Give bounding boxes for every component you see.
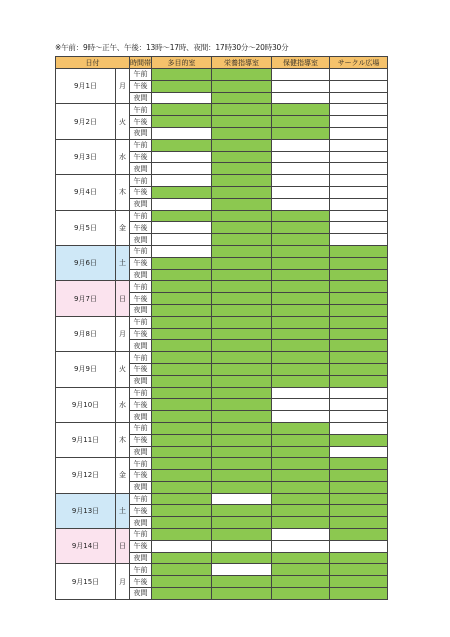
- unavailable-cell: [330, 540, 388, 552]
- available-cell: [212, 422, 272, 434]
- available-cell: [212, 104, 272, 116]
- time-slot-cell: 午後: [130, 328, 152, 340]
- available-cell: [212, 127, 272, 139]
- time-slot-cell: 午後: [130, 434, 152, 446]
- date-cell: 9月4日: [56, 175, 116, 210]
- available-cell: [212, 411, 272, 423]
- time-slot-cell: 午前: [130, 210, 152, 222]
- weekday-cell: 火: [116, 352, 130, 387]
- available-cell: [212, 470, 272, 482]
- unavailable-cell: [152, 151, 212, 163]
- time-slot-note: ※午前：9時～正午、午後：13時～17時、夜間：17時30分～20時30分: [55, 43, 289, 52]
- unavailable-cell: [152, 198, 212, 210]
- available-cell: [152, 352, 212, 364]
- available-cell: [212, 257, 272, 269]
- time-slot-cell: 午後: [130, 363, 152, 375]
- time-slot-cell: 午後: [130, 540, 152, 552]
- available-cell: [212, 186, 272, 198]
- weekday-cell: 金: [116, 210, 130, 245]
- available-cell: [152, 505, 212, 517]
- unavailable-cell: [152, 540, 212, 552]
- available-cell: [272, 304, 330, 316]
- unavailable-cell: [330, 399, 388, 411]
- available-cell: [152, 375, 212, 387]
- available-cell: [152, 399, 212, 411]
- time-slot-cell: 午前: [130, 493, 152, 505]
- date-cell: 9月6日: [56, 245, 116, 280]
- available-cell: [212, 163, 272, 175]
- date-cell: 9月11日: [56, 422, 116, 457]
- unavailable-cell: [272, 80, 330, 92]
- time-slot-cell: 夜間: [130, 411, 152, 423]
- unavailable-cell: [272, 411, 330, 423]
- available-cell: [272, 505, 330, 517]
- unavailable-cell: [330, 222, 388, 234]
- unavailable-cell: [272, 198, 330, 210]
- available-cell: [152, 104, 212, 116]
- unavailable-cell: [212, 564, 272, 576]
- available-cell: [272, 352, 330, 364]
- time-slot-cell: 午前: [130, 564, 152, 576]
- unavailable-cell: [330, 151, 388, 163]
- unavailable-cell: [152, 92, 212, 104]
- unavailable-cell: [272, 387, 330, 399]
- available-cell: [152, 411, 212, 423]
- time-slot-cell: 夜間: [130, 163, 152, 175]
- table-row: [56, 352, 388, 364]
- available-cell: [212, 434, 272, 446]
- time-slot-cell: 午前: [130, 529, 152, 541]
- date-cell: 9月8日: [56, 316, 116, 351]
- date-cell: 9月12日: [56, 458, 116, 493]
- unavailable-cell: [152, 163, 212, 175]
- time-slot-cell: 夜間: [130, 269, 152, 281]
- time-slot-cell: 午前: [130, 104, 152, 116]
- unavailable-cell: [152, 222, 212, 234]
- table-row: [56, 493, 388, 505]
- time-slot-cell: 午後: [130, 151, 152, 163]
- unavailable-cell: [330, 422, 388, 434]
- available-cell: [212, 151, 272, 163]
- available-cell: [330, 340, 388, 352]
- available-cell: [212, 116, 272, 128]
- available-cell: [272, 588, 330, 600]
- unavailable-cell: [272, 163, 330, 175]
- time-slot-cell: 午前: [130, 352, 152, 364]
- available-cell: [212, 576, 272, 588]
- available-cell: [152, 446, 212, 458]
- available-cell: [212, 352, 272, 364]
- available-cell: [152, 517, 212, 529]
- available-cell: [330, 564, 388, 576]
- time-slot-cell: 夜間: [130, 375, 152, 387]
- table-row: [56, 281, 388, 293]
- available-cell: [152, 529, 212, 541]
- table-body: [56, 69, 388, 600]
- weekday-cell: 日: [116, 281, 130, 316]
- date-cell: 9月13日: [56, 493, 116, 528]
- available-cell: [212, 269, 272, 281]
- available-cell: [272, 257, 330, 269]
- table-row: [56, 422, 388, 434]
- available-cell: [272, 293, 330, 305]
- available-cell: [152, 387, 212, 399]
- unavailable-cell: [152, 234, 212, 246]
- unavailable-cell: [330, 127, 388, 139]
- available-cell: [272, 363, 330, 375]
- available-cell: [330, 576, 388, 588]
- available-cell: [272, 127, 330, 139]
- available-cell: [152, 458, 212, 470]
- unavailable-cell: [330, 92, 388, 104]
- available-cell: [272, 222, 330, 234]
- available-cell: [212, 505, 272, 517]
- available-cell: [212, 375, 272, 387]
- unavailable-cell: [330, 446, 388, 458]
- header-room-circle: サークル広場: [330, 57, 388, 69]
- time-slot-cell: 夜間: [130, 304, 152, 316]
- available-cell: [272, 340, 330, 352]
- available-cell: [330, 458, 388, 470]
- table-header-row: [56, 57, 388, 69]
- available-cell: [330, 269, 388, 281]
- time-slot-cell: 午後: [130, 505, 152, 517]
- available-cell: [152, 210, 212, 222]
- date-cell: 9月2日: [56, 104, 116, 139]
- unavailable-cell: [330, 234, 388, 246]
- table-row: [56, 387, 388, 399]
- available-cell: [212, 198, 272, 210]
- header-date: 日付: [56, 57, 130, 69]
- weekday-cell: 木: [116, 175, 130, 210]
- available-cell: [152, 80, 212, 92]
- available-cell: [212, 304, 272, 316]
- available-cell: [272, 564, 330, 576]
- header-room-multipurpose: 多目的室: [152, 57, 212, 69]
- available-cell: [330, 316, 388, 328]
- table-row: [56, 210, 388, 222]
- available-cell: [152, 139, 212, 151]
- available-cell: [212, 529, 272, 541]
- date-cell: 9月15日: [56, 564, 116, 599]
- unavailable-cell: [330, 411, 388, 423]
- available-cell: [212, 458, 272, 470]
- available-cell: [330, 505, 388, 517]
- available-cell: [212, 446, 272, 458]
- available-cell: [272, 576, 330, 588]
- available-cell: [330, 552, 388, 564]
- available-cell: [330, 434, 388, 446]
- weekday-cell: 水: [116, 387, 130, 422]
- time-slot-cell: 午後: [130, 257, 152, 269]
- date-cell: 9月5日: [56, 210, 116, 245]
- available-cell: [330, 517, 388, 529]
- date-cell: 9月3日: [56, 139, 116, 174]
- available-cell: [152, 422, 212, 434]
- available-cell: [212, 245, 272, 257]
- table-row: [56, 175, 388, 187]
- unavailable-cell: [272, 186, 330, 198]
- available-cell: [272, 104, 330, 116]
- time-slot-cell: 夜間: [130, 92, 152, 104]
- unavailable-cell: [272, 69, 330, 81]
- available-cell: [212, 69, 272, 81]
- time-slot-cell: 夜間: [130, 446, 152, 458]
- time-slot-cell: 夜間: [130, 127, 152, 139]
- time-slot-cell: 夜間: [130, 481, 152, 493]
- available-cell: [272, 446, 330, 458]
- available-cell: [212, 552, 272, 564]
- header-room-nutrition: 栄養指導室: [212, 57, 272, 69]
- weekday-cell: 金: [116, 458, 130, 493]
- unavailable-cell: [330, 198, 388, 210]
- available-cell: [212, 139, 272, 151]
- time-slot-cell: 午前: [130, 316, 152, 328]
- available-cell: [212, 399, 272, 411]
- unavailable-cell: [330, 116, 388, 128]
- available-cell: [330, 257, 388, 269]
- available-cell: [272, 328, 330, 340]
- available-cell: [212, 340, 272, 352]
- availability-table: [55, 56, 388, 600]
- available-cell: [152, 481, 212, 493]
- available-cell: [152, 564, 212, 576]
- available-cell: [272, 245, 330, 257]
- available-cell: [152, 470, 212, 482]
- available-cell: [212, 234, 272, 246]
- time-slot-cell: 午前: [130, 281, 152, 293]
- available-cell: [272, 210, 330, 222]
- available-cell: [330, 481, 388, 493]
- date-cell: 9月10日: [56, 387, 116, 422]
- weekday-cell: 月: [116, 69, 130, 104]
- available-cell: [272, 517, 330, 529]
- available-cell: [152, 69, 212, 81]
- available-cell: [212, 175, 272, 187]
- time-slot-cell: 午前: [130, 245, 152, 257]
- available-cell: [272, 234, 330, 246]
- available-cell: [212, 293, 272, 305]
- available-cell: [272, 116, 330, 128]
- available-cell: [212, 328, 272, 340]
- available-cell: [272, 434, 330, 446]
- available-cell: [330, 293, 388, 305]
- time-slot-cell: 夜間: [130, 234, 152, 246]
- unavailable-cell: [212, 493, 272, 505]
- time-slot-cell: 午後: [130, 399, 152, 411]
- unavailable-cell: [152, 127, 212, 139]
- time-slot-cell: 午後: [130, 186, 152, 198]
- available-cell: [152, 257, 212, 269]
- time-slot-cell: 午前: [130, 69, 152, 81]
- available-cell: [272, 375, 330, 387]
- available-cell: [330, 529, 388, 541]
- available-cell: [152, 340, 212, 352]
- available-cell: [152, 588, 212, 600]
- unavailable-cell: [330, 80, 388, 92]
- available-cell: [272, 552, 330, 564]
- unavailable-cell: [330, 139, 388, 151]
- weekday-cell: 水: [116, 139, 130, 174]
- available-cell: [212, 316, 272, 328]
- weekday-cell: 日: [116, 529, 130, 564]
- table-row: [56, 69, 388, 81]
- available-cell: [330, 493, 388, 505]
- unavailable-cell: [330, 186, 388, 198]
- header-room-health: 保健指導室: [272, 57, 330, 69]
- time-slot-cell: 夜間: [130, 552, 152, 564]
- time-slot-cell: 午前: [130, 458, 152, 470]
- time-slot-cell: 午前: [130, 139, 152, 151]
- available-cell: [330, 304, 388, 316]
- available-cell: [330, 588, 388, 600]
- time-slot-cell: 夜間: [130, 340, 152, 352]
- unavailable-cell: [272, 151, 330, 163]
- available-cell: [152, 116, 212, 128]
- table-row: [56, 529, 388, 541]
- time-slot-cell: 午前: [130, 422, 152, 434]
- weekday-cell: 土: [116, 245, 130, 280]
- available-cell: [152, 316, 212, 328]
- time-slot-cell: 午後: [130, 80, 152, 92]
- weekday-cell: 月: [116, 316, 130, 351]
- available-cell: [152, 269, 212, 281]
- available-cell: [330, 375, 388, 387]
- available-cell: [272, 316, 330, 328]
- date-cell: 9月9日: [56, 352, 116, 387]
- time-slot-cell: 午後: [130, 576, 152, 588]
- time-slot-cell: 夜間: [130, 588, 152, 600]
- unavailable-cell: [330, 175, 388, 187]
- table-row: [56, 458, 388, 470]
- available-cell: [152, 304, 212, 316]
- time-slot-cell: 午後: [130, 470, 152, 482]
- available-cell: [152, 434, 212, 446]
- available-cell: [212, 588, 272, 600]
- available-cell: [212, 210, 272, 222]
- available-cell: [212, 517, 272, 529]
- table-row: [56, 104, 388, 116]
- time-slot-cell: 夜間: [130, 198, 152, 210]
- unavailable-cell: [330, 210, 388, 222]
- available-cell: [212, 80, 272, 92]
- weekday-cell: 土: [116, 493, 130, 528]
- time-slot-cell: 午前: [130, 175, 152, 187]
- available-cell: [272, 269, 330, 281]
- available-cell: [212, 363, 272, 375]
- available-cell: [330, 352, 388, 364]
- unavailable-cell: [330, 104, 388, 116]
- available-cell: [152, 552, 212, 564]
- unavailable-cell: [272, 175, 330, 187]
- unavailable-cell: [272, 399, 330, 411]
- available-cell: [272, 493, 330, 505]
- available-cell: [212, 92, 272, 104]
- available-cell: [152, 328, 212, 340]
- header-time-slot: 時間帯: [130, 58, 151, 67]
- time-slot-cell: 午後: [130, 116, 152, 128]
- available-cell: [330, 363, 388, 375]
- unavailable-cell: [212, 540, 272, 552]
- available-cell: [212, 281, 272, 293]
- available-cell: [212, 222, 272, 234]
- available-cell: [152, 363, 212, 375]
- unavailable-cell: [272, 139, 330, 151]
- available-cell: [330, 245, 388, 257]
- available-cell: [212, 481, 272, 493]
- available-cell: [330, 328, 388, 340]
- unavailable-cell: [272, 92, 330, 104]
- time-slot-cell: 午前: [130, 387, 152, 399]
- available-cell: [272, 422, 330, 434]
- weekday-cell: 木: [116, 422, 130, 457]
- time-slot-cell: 午後: [130, 222, 152, 234]
- available-cell: [152, 186, 212, 198]
- unavailable-cell: [152, 245, 212, 257]
- available-cell: [272, 458, 330, 470]
- available-cell: [152, 493, 212, 505]
- unavailable-cell: [272, 540, 330, 552]
- time-slot-cell: 午後: [130, 293, 152, 305]
- weekday-cell: 月: [116, 564, 130, 599]
- time-slot-cell: 夜間: [130, 517, 152, 529]
- available-cell: [212, 387, 272, 399]
- available-cell: [272, 470, 330, 482]
- available-cell: [330, 281, 388, 293]
- available-cell: [152, 293, 212, 305]
- table-row: [56, 316, 388, 328]
- unavailable-cell: [330, 387, 388, 399]
- unavailable-cell: [272, 529, 330, 541]
- weekday-cell: 火: [116, 104, 130, 139]
- table-row: [56, 139, 388, 151]
- table-row: [56, 245, 388, 257]
- available-cell: [272, 481, 330, 493]
- available-cell: [152, 576, 212, 588]
- date-cell: 9月1日: [56, 69, 116, 104]
- date-cell: 9月14日: [56, 529, 116, 564]
- unavailable-cell: [152, 175, 212, 187]
- available-cell: [152, 281, 212, 293]
- unavailable-cell: [330, 69, 388, 81]
- date-cell: 9月7日: [56, 281, 116, 316]
- available-cell: [272, 281, 330, 293]
- table-row: [56, 564, 388, 576]
- unavailable-cell: [330, 163, 388, 175]
- available-cell: [330, 470, 388, 482]
